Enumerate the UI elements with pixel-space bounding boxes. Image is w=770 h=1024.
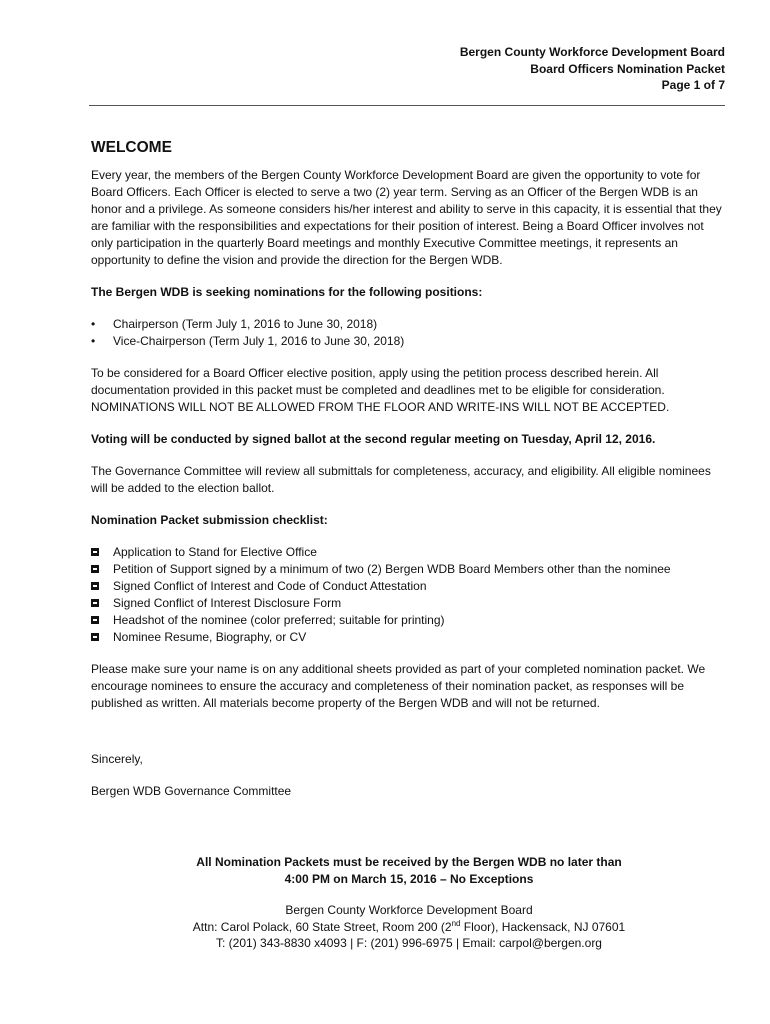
deadline-line-2: 4:00 PM on March 15, 2016 – No Exceptions — [284, 871, 534, 886]
deadline-notice — [91, 854, 727, 887]
voting-paragraph: Voting will be conducted by signed ballot at the second regular meeting on Tuesday, April 12, 2016. — [91, 432, 656, 446]
header-divider — [89, 105, 725, 106]
signature: Bergen WDB Governance Committee — [91, 784, 292, 798]
bullet-icon: • — [91, 334, 96, 348]
governance-paragraph: The Governance Committee will review all submittals for completeness, accuracy, and eligibility. All eligible nominees will be added to the election ballot. — [91, 464, 711, 495]
page-footer — [91, 854, 727, 952]
footer-address — [91, 919, 727, 936]
page-title: WELCOME — [91, 139, 172, 156]
checklist-item — [91, 561, 727, 578]
consideration-paragraph: To be considered for a Board Officer elective position, apply using the petition process described herein. All documentation provided in this packet must be completed and deadlines met to be eligible for consideration. NOMINATIONS WILL NOT BE ALLOWED FROM THE FLOOR AND WRITE-INS WILL NOT BE ACCEPTED. — [91, 366, 670, 414]
sign-off: Sincerely, — [91, 752, 143, 766]
positions-heading: The Bergen WDB is seeking nominations for the following positions: — [91, 285, 483, 299]
checklist-heading: Nomination Packet submission checklist: — [91, 513, 328, 527]
submission-checklist — [91, 544, 727, 646]
page-header — [460, 44, 725, 94]
checklist-label: Signed Conflict of Interest Disclosure Form — [113, 596, 342, 610]
header-org-name: Bergen County Workforce Development Board — [459, 45, 725, 59]
position-label: Vice-Chairperson (Term July 1, 2016 to June 30, 2018) — [113, 334, 405, 348]
checkbox-icon — [91, 582, 99, 590]
checklist-label: Headshot of the nominee (color preferred; suitable for printing) — [113, 613, 445, 627]
header-packet-title: Board Officers Nomination Packet — [530, 61, 725, 76]
position-label: Chairperson (Term July 1, 2016 to June 30, 2018) — [113, 317, 378, 331]
checklist-item — [91, 544, 727, 561]
checkbox-icon — [91, 548, 99, 556]
checklist-label: Signed Conflict of Interest and Code of Conduct Attestation — [113, 579, 427, 593]
address-part-2: Floor), Hackensack, NJ 07601 — [460, 919, 626, 934]
checklist-item — [91, 595, 727, 612]
footer-org-name: Bergen County Workforce Development Board — [285, 903, 533, 917]
checkbox-icon — [91, 616, 99, 624]
checklist-label: Nominee Resume, Biography, or CV — [113, 630, 307, 644]
header-page-number: Page 1 of 7 — [661, 78, 725, 92]
list-item — [91, 333, 727, 350]
positions-list — [91, 316, 727, 350]
checklist-item — [91, 629, 727, 646]
address-part-1: Attn: Carol Polack, 60 State Street, Room 200 (2 — [192, 919, 452, 934]
closing-paragraph: Please make sure your name is on any additional sheets provided as part of your completed nomination packet. We encourage nominees to ensure the accuracy and completeness of their nomination packet, as responses will be published as written. All materials become property of the Bergen WDB and will not be returned. — [91, 662, 706, 710]
footer-contact: T: (201) 343-8830 x4093 | F: (201) 996-6975 | Email: carpol@bergen.org — [216, 936, 602, 950]
main-content — [91, 138, 727, 815]
checklist-item — [91, 612, 727, 629]
intro-paragraph: Every year, the members of the Bergen County Workforce Development Board are given the opportunity to vote for Board Officers. Each Officer is elected to serve a two (2) year term. Serving as an Officer of the Bergen WDB is an honor and a privilege. As someone considers his/her interest and ability to serve in this capacity, it is essential that they are familiar with the responsibilities and expectations for their position of interest. Being a Board Officer involves not only participation in the quarterly Board meetings and monthly Executive Committee meetings, it represents an opportunity to define the vision and provide the direction for the Bergen WDB. — [91, 168, 722, 267]
deadline-line-1: All Nomination Packets must be received by the Bergen WDB no later than — [196, 855, 622, 869]
checkbox-icon — [91, 633, 99, 641]
checkbox-icon — [91, 565, 99, 573]
checkbox-icon — [91, 599, 99, 607]
address-superscript: nd — [451, 918, 461, 928]
checklist-item — [91, 578, 727, 595]
checklist-label: Petition of Support signed by a minimum of two (2) Bergen WDB Board Members other than the nominee — [113, 562, 671, 576]
checklist-label: Application to Stand for Elective Office — [113, 545, 317, 559]
bullet-icon: • — [91, 317, 96, 331]
list-item — [91, 316, 727, 333]
